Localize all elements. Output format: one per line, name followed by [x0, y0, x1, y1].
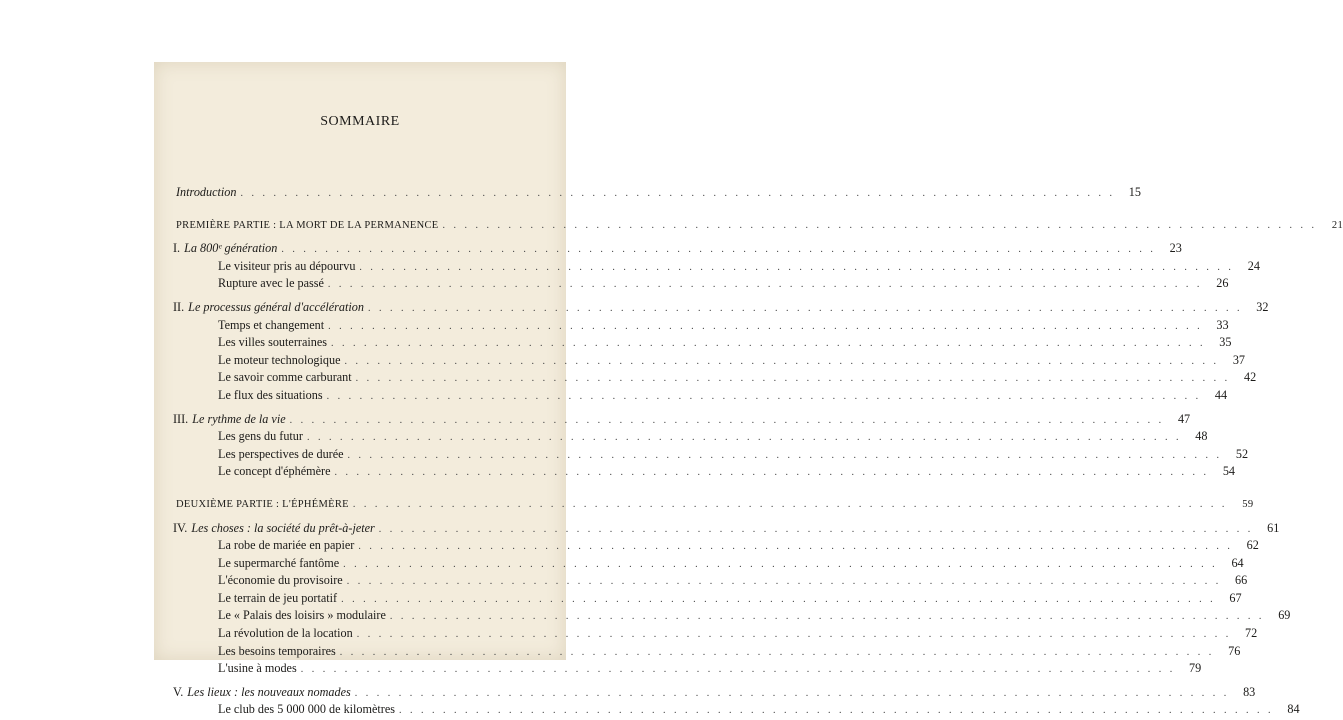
toc-section [176, 275, 1229, 293]
toc-entry-label: Introduction [176, 185, 237, 199]
dot-leader: . . . . . . . . . . . . . . . . . . . . . . . . . . . . . . . . . . . . . . . . . . . . . . . . . . . . . . . . . . . . . . . . . . . . . . . . . . . . . . . . [355, 373, 1231, 385]
toc-page-number: 44 [1214, 387, 1228, 402]
toc-introduction [176, 184, 1141, 202]
toc-section-label: L'économie du provisoire [218, 573, 343, 588]
toc-section-label: Le supermarché fantôme [218, 555, 340, 570]
toc-section-label: Le terrain de jeu portatif [218, 590, 338, 605]
dot-leader: . . . . . . . . . . . . . . . . . . . . . . . . . . . . . . . . . . . . . . . . . . . . . . . . . . . . . . . . . . . . . . . . . . . . . . . . . . . . . . . . [367, 302, 1243, 314]
toc-page-number: 42 [1243, 370, 1257, 385]
toc-chapter-label: Les lieux : les nouveaux nomades [187, 684, 351, 699]
toc-chapter-label: Le processus général d'accélération [188, 299, 364, 314]
dot-leader: . . . . . . . . . . . . . . . . . . . . . . . . . . . . . . . . . . . . . . . . . . . . . . . . . . . . . . . . . . . . . . . . . . . . . . . . . . . . . . . . [352, 498, 1228, 510]
chapter-number: I. [173, 241, 181, 256]
dot-leader: . . . . . . . . . . . . . . . . . . . . . . . . . . . . . . . . . . . . . . . . . . . . . . . . . . . . . . . . . . . . . . . . . . . . . . . . . . . . . . . . [339, 646, 1215, 658]
toc-page-number: 67 [1229, 590, 1242, 605]
toc-section-label: Les villes souterraines [218, 335, 327, 350]
toc-page-number: 21 [1331, 219, 1343, 231]
toc-page-number: 79 [1189, 661, 1202, 676]
toc-page-number: 33 [1216, 317, 1229, 332]
toc-section-label: Le moteur technologique [218, 352, 341, 367]
toc-section [176, 625, 1258, 643]
dot-leader: . . . . . . . . . . . . . . . . . . . . . . . . . . . . . . . . . . . . . . . . . . . . . . . . . . . . . . . . . . . . . . . . . . . . . . . . . . . . . . . . [330, 338, 1206, 350]
toc-section [176, 572, 1248, 590]
toc-section-label: Le savoir comme carburant [218, 370, 352, 385]
toc-section [176, 369, 1257, 387]
toc-page-number: 64 [1231, 555, 1244, 570]
toc-page-number: 26 [1216, 276, 1229, 291]
chapter-number: II. [173, 299, 185, 314]
dot-leader: . . . . . . . . . . . . . . . . . . . . . . . . . . . . . . . . . . . . . . . . . . . . . . . . . . . . . . . . . . . . . . . . . . . . . . . . . . . . . . . . [341, 593, 1216, 605]
toc-page-number: 66 [1235, 573, 1248, 588]
dot-leader: . . . . . . . . . . . . . . . . . . . . . . . . . . . . . . . . . . . . . . . . . . . . . . . . . . . . . . . . . . . . . . . . . . . . . . . . . . . . . . . . [343, 558, 1218, 570]
toc-page-number: 84 [1287, 702, 1300, 717]
toc-page-number: 54 [1222, 464, 1235, 479]
toc-page-number: 72 [1245, 626, 1258, 641]
toc-section [176, 352, 1246, 370]
dot-leader: . . . . . . . . . . . . . . . . . . . . . . . . . . . . . . . . . . . . . . . . . . . . . . . . . . . . . . . . . . . . . . . . . . . . . . . . . . . . . . . . [359, 261, 1234, 273]
toc-section [176, 701, 1300, 719]
chapter-number: III. [173, 411, 189, 426]
toc-page-number: 62 [1246, 538, 1259, 553]
toc-section [176, 446, 1249, 464]
dot-leader: . . . . . . . . . . . . . . . . . . . . . . . . . . . . . . . . . . . . . . . . . . . . . . . . . . . . . . . . . . . . . . . . . . . . . . . . . . . . . . . . [346, 576, 1222, 588]
dot-leader: . . . . . . . . . . . . . . . . . . . . . . . . . . . . . . . . . . . . . . . . . . . . . . . . . . . . . . . . . . . . . . . . . . . . . . . . . . . . . . . . [289, 414, 1165, 426]
chapter-number: IV. [173, 520, 188, 535]
toc-section-label: Le club des 5 000 000 de kilomètres [218, 702, 396, 717]
toc-chapter [173, 240, 1182, 258]
toc-section [176, 607, 1291, 625]
toc-section-label: Le visiteur pris au dépourvu [218, 258, 356, 273]
dot-leader: . . . . . . . . . . . . . . . . . . . . . . . . . . . . . . . . . . . . . . . . . . . . . . . . . . . . . . . . . . . . . . . . . . . . . . . . . . . . . . . . [347, 449, 1223, 461]
toc-section-label: Le concept d'éphémère [218, 464, 331, 479]
toc-section [176, 317, 1229, 335]
toc-section-label: Le flux des situations [218, 387, 323, 402]
toc-chapter-label: Le rythme de la vie [192, 411, 286, 426]
toc-section [176, 555, 1244, 573]
toc-chapter [173, 299, 1269, 317]
chapter-number: V. [173, 684, 184, 699]
toc-page-number: 69 [1278, 608, 1291, 623]
toc-page-number: 37 [1232, 352, 1246, 367]
toc-section [176, 643, 1241, 661]
toc-page-number: 48 [1195, 429, 1208, 444]
toc-section-label: La robe de mariée en papier [218, 538, 355, 553]
toc-section [176, 258, 1260, 276]
dot-leader: . . . . . . . . . . . . . . . . . . . . . . . . . . . . . . . . . . . . . . . . . . . . . . . . . . . . . . . . . . . . . . . . . . . . . . . . . . . . . . . . [442, 219, 1317, 231]
toc-section [176, 463, 1235, 481]
toc-page-number: 32 [1256, 299, 1269, 314]
dot-leader: . . . . . . . . . . . . . . . . . . . . . . . . . . . . . . . . . . . . . . . . . . . . . . . . . . . . . . . . . . . . . . . . . . . . . . . . . . . . . . . . [306, 432, 1182, 444]
toc-page-number: 47 [1177, 411, 1191, 426]
toc-section-label: L'usine à modes [218, 661, 297, 676]
toc-section-label: Les besoins temporaires [218, 643, 336, 658]
toc-chapter-label: Les choses : la société du prêt-à-jeter [191, 520, 375, 535]
toc-section [176, 537, 1259, 555]
dot-leader: . . . . . . . . . . . . . . . . . . . . . . . . . . . . . . . . . . . . . . . . . . . . . . . . . . . . . . . . . . . . . . . . . . . . . . . . . . . . . . . . [399, 705, 1274, 717]
toc-page-number: 15 [1128, 185, 1141, 199]
dot-leader: . . . . . . . . . . . . . . . . . . . . . . . . . . . . . . . . . . . . . . . . . . . . . . . . . . . . . . . . . . . . . . . . . . . . . . . . . . . . . . . . [240, 188, 1115, 199]
toc-page-number: 83 [1243, 684, 1256, 699]
table-of-contents [173, 184, 1343, 719]
toc-section-label: La révolution de la location [218, 626, 353, 641]
toc-page-number: 24 [1247, 258, 1260, 273]
toc-section-label: Le « Palais des loisirs » modulaire [218, 608, 386, 623]
dot-leader: . . . . . . . . . . . . . . . . . . . . . . . . . . . . . . . . . . . . . . . . . . . . . . . . . . . . . . . . . . . . . . . . . . . . . . . . . . . . . . . . [328, 320, 1203, 332]
dot-leader: . . . . . . . . . . . . . . . . . . . . . . . . . . . . . . . . . . . . . . . . . . . . . . . . . . . . . . . . . . . . . . . . . . . . . . . . . . . . . . . . [281, 244, 1156, 256]
toc-section-label: Les perspectives de durée [218, 446, 344, 461]
toc-page-number: 23 [1169, 241, 1182, 256]
toc-section [176, 590, 1242, 608]
toc-part-label: PREMIÈRE PARTIE : LA MORT DE LA PERMANENCE [176, 219, 439, 231]
toc-section [176, 334, 1232, 352]
toc-page-number: 59 [1242, 498, 1254, 510]
dot-leader: . . . . . . . . . . . . . . . . . . . . . . . . . . . . . . . . . . . . . . . . . . . . . . . . . . . . . . . . . . . . . . . . . . . . . . . . . . . . . . . . [344, 355, 1220, 367]
toc-section-label: Temps et changement [218, 317, 325, 332]
dot-leader: . . . . . . . . . . . . . . . . . . . . . . . . . . . . . . . . . . . . . . . . . . . . . . . . . . . . . . . . . . . . . . . . . . . . . . . . . . . . . . . . [354, 687, 1230, 699]
dot-leader: . . . . . . . . . . . . . . . . . . . . . . . . . . . . . . . . . . . . . . . . . . . . . . . . . . . . . . . . . . . . . . . . . . . . . . . . . . . . . . . . [358, 541, 1233, 553]
dot-leader: . . . . . . . . . . . . . . . . . . . . . . . . . . . . . . . . . . . . . . . . . . . . . . . . . . . . . . . . . . . . . . . . . . . . . . . . . . . . . . . . [389, 611, 1265, 623]
toc-chapter [173, 411, 1191, 429]
dot-leader: . . . . . . . . . . . . . . . . . . . . . . . . . . . . . . . . . . . . . . . . . . . . . . . . . . . . . . . . . . . . . . . . . . . . . . . . . . . . . . . . [334, 467, 1209, 479]
dot-leader: . . . . . . . . . . . . . . . . . . . . . . . . . . . . . . . . . . . . . . . . . . . . . . . . . . . . . . . . . . . . . . . . . . . . . . . . . . . . . . . . [300, 664, 1176, 676]
toc-chapter [173, 520, 1280, 538]
toc-part-label: DEUXIÈME PARTIE : L'ÉPHÉMÈRE [176, 498, 349, 510]
toc-section [176, 660, 1202, 678]
dot-leader: . . . . . . . . . . . . . . . . . . . . . . . . . . . . . . . . . . . . . . . . . . . . . . . . . . . . . . . . . . . . . . . . . . . . . . . . . . . . . . . . [327, 279, 1203, 291]
toc-part-heading [176, 217, 1343, 235]
toc-page-number: 76 [1228, 643, 1241, 658]
dot-leader: . . . . . . . . . . . . . . . . . . . . . . . . . . . . . . . . . . . . . . . . . . . . . . . . . . . . . . . . . . . . . . . . . . . . . . . . . . . . . . . . [378, 523, 1254, 535]
toc-part-heading [176, 496, 1254, 514]
toc-section-label: Les gens du futur [218, 429, 303, 444]
page-title: SOMMAIRE [320, 114, 400, 129]
toc-section [176, 387, 1228, 405]
dot-leader: . . . . . . . . . . . . . . . . . . . . . . . . . . . . . . . . . . . . . . . . . . . . . . . . . . . . . . . . . . . . . . . . . . . . . . . . . . . . . . . . [356, 629, 1232, 641]
toc-chapter [173, 684, 1256, 702]
toc-section-label: Rupture avec le passé [218, 276, 324, 291]
toc-page-number: 52 [1235, 446, 1249, 461]
toc-section [176, 428, 1208, 446]
dot-leader: . . . . . . . . . . . . . . . . . . . . . . . . . . . . . . . . . . . . . . . . . . . . . . . . . . . . . . . . . . . . . . . . . . . . . . . . . . . . . . . . [326, 390, 1202, 402]
toc-page-number: 35 [1219, 335, 1232, 350]
toc-page-number: 61 [1267, 520, 1280, 535]
toc-chapter-label: La 800ᵉ génération [184, 241, 278, 256]
